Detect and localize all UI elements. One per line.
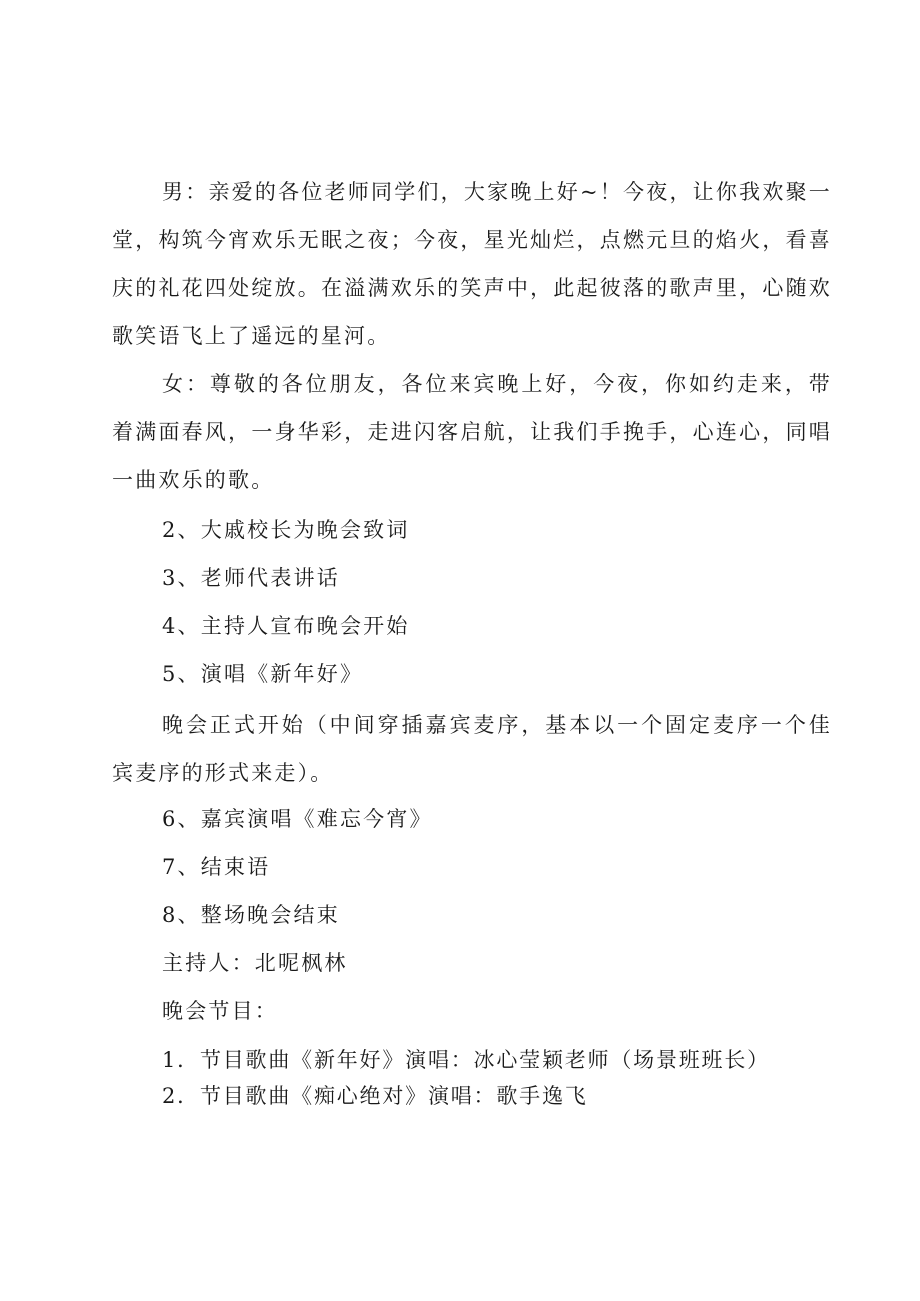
paragraph-female-intro: 女：尊敬的各位朋友，各位来宾晚上好，今夜，你如约走来，带着满面春风，一身华彩，走进闪客启航，让我们手挽手，心连心，同唱一曲欢乐的歌。 [112, 372, 832, 492]
agenda-item-8: 8、整场晚会结束 [162, 903, 340, 927]
agenda-item-2: 2、大戚校长为晚会致词 [162, 518, 410, 542]
program-item-2: 2．节目歌曲《痴心绝对》演唱：歌手逸飞 [162, 1084, 588, 1108]
paragraph-formal-start: 晚会正式开始（中间穿插嘉宾麦序，基本以一个固定麦序一个佳宾麦序的形式来走）。 [112, 713, 832, 785]
program-heading: 晚会节目： [162, 999, 278, 1023]
host-line: 主持人：北呢枫林 [162, 951, 348, 975]
agenda-item-3: 3、老师代表讲话 [162, 566, 340, 590]
agenda-item-6: 6、嘉宾演唱《难忘今宵》 [162, 807, 433, 831]
program-item-1: 1．节目歌曲《新年好》演唱：冰心莹颖老师（场景班班长） [162, 1048, 770, 1072]
paragraph-male-intro: 男：亲爱的各位老师同学们，大家晚上好~！今夜，让你我欢聚一堂，构筑今宵欢乐无眠之夜；今夜，星光灿烂，点燃元旦的焰火，看喜庆的礼花四处绽放。在溢满欢乐的笑声中，此起彼落的歌声里，心随欢歌笑语飞上了遥远的星河。 [112, 180, 832, 348]
agenda-item-4: 4、主持人宣布晚会开始 [162, 614, 410, 638]
agenda-item-5: 5、演唱《新年好》 [162, 662, 364, 686]
agenda-item-7: 7、结束语 [162, 855, 271, 879]
